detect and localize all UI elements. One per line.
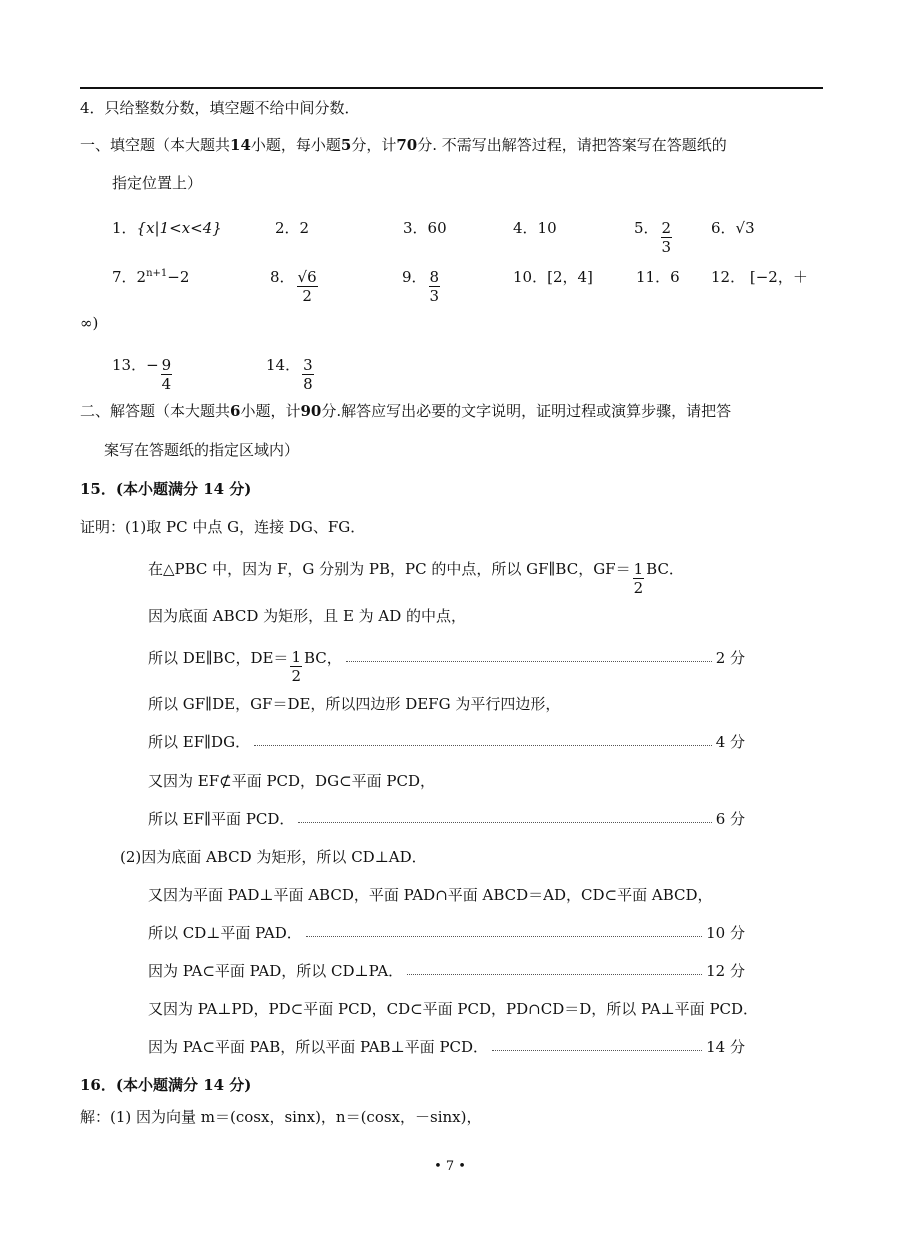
q15-line-scored <box>148 648 745 685</box>
text: 6． <box>711 219 736 237</box>
denominator: 3 <box>429 287 440 305</box>
text: BC． <box>646 560 684 578</box>
text: 一、填空题（本大题共 <box>80 136 231 154</box>
answer-3 <box>403 218 447 238</box>
score: 10 分 <box>706 924 745 942</box>
text: 14 <box>230 136 251 154</box>
text: 13． <box>112 356 147 374</box>
denominator: 2 <box>291 667 301 685</box>
q15-line: 因为底面 ABCD 为矩形，且 E 为 AD 的中点， <box>148 607 467 625</box>
text: 2 <box>136 268 147 286</box>
numerator: √6 <box>297 268 317 286</box>
answer-10 <box>513 267 593 287</box>
fraction <box>633 560 645 597</box>
part2-heading <box>80 401 731 421</box>
q16-title: 16．(本小题满分 14 分) <box>80 1076 252 1094</box>
numerator: 1 <box>633 560 644 578</box>
q16-line: 解：(1) 因为向量 m＝(cosx，sinx)，n＝(cosx，－sinx)， <box>80 1108 482 1126</box>
header-rule <box>80 87 823 89</box>
text: 分. 不需写出解答过程，请把答案写在答题纸的 <box>417 136 727 154</box>
text: 因为 PA⊂平面 PAD，所以 CD⊥PA． <box>148 962 404 980</box>
text: 7． <box>112 268 137 286</box>
text: 3． <box>403 219 428 237</box>
dot-leader <box>298 809 711 823</box>
fraction <box>302 356 314 393</box>
answer-6 <box>711 218 755 238</box>
text: 9． <box>402 268 427 286</box>
fraction <box>429 268 441 305</box>
dot-leader <box>346 648 712 662</box>
dot-leader <box>492 1037 702 1051</box>
note-4: 4．只给整数分数，填空题不给中间分数． <box>80 99 360 117</box>
text: n+1 <box>146 268 168 279</box>
answer-12-cont: ∞) <box>80 314 99 332</box>
numerator: 9 <box>161 356 172 374</box>
answer-14 <box>266 355 316 393</box>
answer-11 <box>636 267 680 287</box>
text: [−2，＋ <box>749 268 808 286</box>
numerator: 3 <box>303 356 313 374</box>
score: 6 分 <box>715 810 745 828</box>
denominator: 2 <box>633 579 644 597</box>
text: 11． <box>636 268 671 286</box>
text: 所以 CD⊥平面 PAD． <box>148 924 302 942</box>
score: 4 分 <box>715 733 745 751</box>
q15-line: 又因为 EF⊄平面 PCD，DG⊂平面 PCD， <box>148 772 436 790</box>
fraction <box>290 648 302 685</box>
q15-line: 又因为平面 PAD⊥平面 ABCD，平面 PAD∩平面 ABCD＝AD，CD⊂平面 ABCD， <box>148 886 713 904</box>
text: 6 <box>230 402 241 420</box>
part1-heading <box>80 135 727 155</box>
text: 因为 PA⊂平面 PAB，所以平面 PAB⊥平面 PCD． <box>148 1038 489 1056</box>
text: 1． <box>112 219 137 237</box>
part2-heading-cont: 案写在答题纸的指定区域内） <box>104 441 300 459</box>
q15-title: 15．(本小题满分 14 分) <box>80 480 252 498</box>
dot-leader <box>306 923 702 937</box>
text: {x|1<x<4} <box>136 219 222 237</box>
denominator: 4 <box>161 375 172 393</box>
q15-line-scored <box>148 1037 745 1057</box>
fraction <box>297 268 318 305</box>
text: 所以 EF∥平面 PCD． <box>148 810 295 828</box>
denominator: 8 <box>303 375 313 393</box>
text: 12． <box>711 268 746 286</box>
text: 所以 DE∥BC，DE＝ <box>148 649 289 667</box>
q15-line: 所以 GF∥DE，GF＝DE，所以四边形 DEFG 为平行四边形， <box>148 695 561 713</box>
q15-line-scored <box>148 961 745 981</box>
text: − <box>146 356 159 374</box>
text: 在△PBC 中，因为 F，G 分别为 PB，PC 的中点，所以 GF∥BC，GF＝ <box>148 560 631 578</box>
dot-leader <box>407 961 702 975</box>
q15-line-scored <box>148 809 745 829</box>
text: 10． <box>513 268 548 286</box>
denominator: 2 <box>302 287 312 305</box>
q15-line-scored <box>148 923 745 943</box>
answer-2 <box>275 218 309 238</box>
numerator: 8 <box>429 268 440 286</box>
score: 12 分 <box>706 962 745 980</box>
text: 2 <box>299 219 310 237</box>
text: 60 <box>427 219 447 237</box>
q15-line: 又因为 PA⊥PD，PD⊂平面 PCD，CD⊂平面 PCD，PD∩CD＝D，所以 PA⊥平面 PCD． <box>148 1000 759 1018</box>
answer-8 <box>270 267 320 305</box>
text: 5 <box>340 136 352 154</box>
answer-4 <box>513 218 557 238</box>
answer-12 <box>711 267 808 287</box>
score: 2 分 <box>715 649 745 667</box>
text: 14． <box>266 356 301 374</box>
text: 8． <box>270 268 295 286</box>
text: 70 <box>396 136 418 154</box>
q15-line-scored <box>148 732 745 752</box>
part1-heading-cont: 指定位置上） <box>112 174 203 192</box>
text: 10 <box>537 219 557 237</box>
numerator: 2 <box>661 219 672 237</box>
q15-line: (2)因为底面 ABCD 为矩形，所以 CD⊥AD． <box>120 848 427 866</box>
text: −2 <box>167 268 190 286</box>
answer-1 <box>112 218 222 238</box>
text: 5． <box>634 219 659 237</box>
dot-leader <box>254 732 712 746</box>
fraction <box>661 219 673 256</box>
fraction <box>161 356 173 393</box>
text: 小题，计 <box>240 402 301 420</box>
text: BC， <box>303 649 342 667</box>
text: √3 <box>735 219 755 237</box>
score: 14 分 <box>706 1038 745 1056</box>
answer-7 <box>112 267 189 287</box>
text: 小题，每小题 <box>250 136 341 154</box>
q15-line <box>148 559 684 597</box>
text: 6 <box>670 268 680 286</box>
text: 分.解答应写出必要的文字说明，证明过程或演算步骤，请把答 <box>321 402 732 420</box>
text: 2． <box>275 219 300 237</box>
answer-5 <box>634 218 674 256</box>
text: 二、解答题（本大题共 <box>80 402 231 420</box>
numerator: 1 <box>291 648 301 666</box>
text: 分，计 <box>351 136 397 154</box>
answer-9 <box>402 267 442 305</box>
text: 所以 EF∥DG． <box>148 733 251 751</box>
q15-line: 证明：(1)取 PC 中点 G，连接 DG、FG． <box>80 518 366 536</box>
answer-13 <box>112 355 174 393</box>
denominator: 3 <box>661 238 672 256</box>
text: 4． <box>513 219 538 237</box>
text: [2，4] <box>547 268 593 286</box>
page-number: • 7 • <box>434 1159 466 1174</box>
text: 90 <box>300 402 322 420</box>
